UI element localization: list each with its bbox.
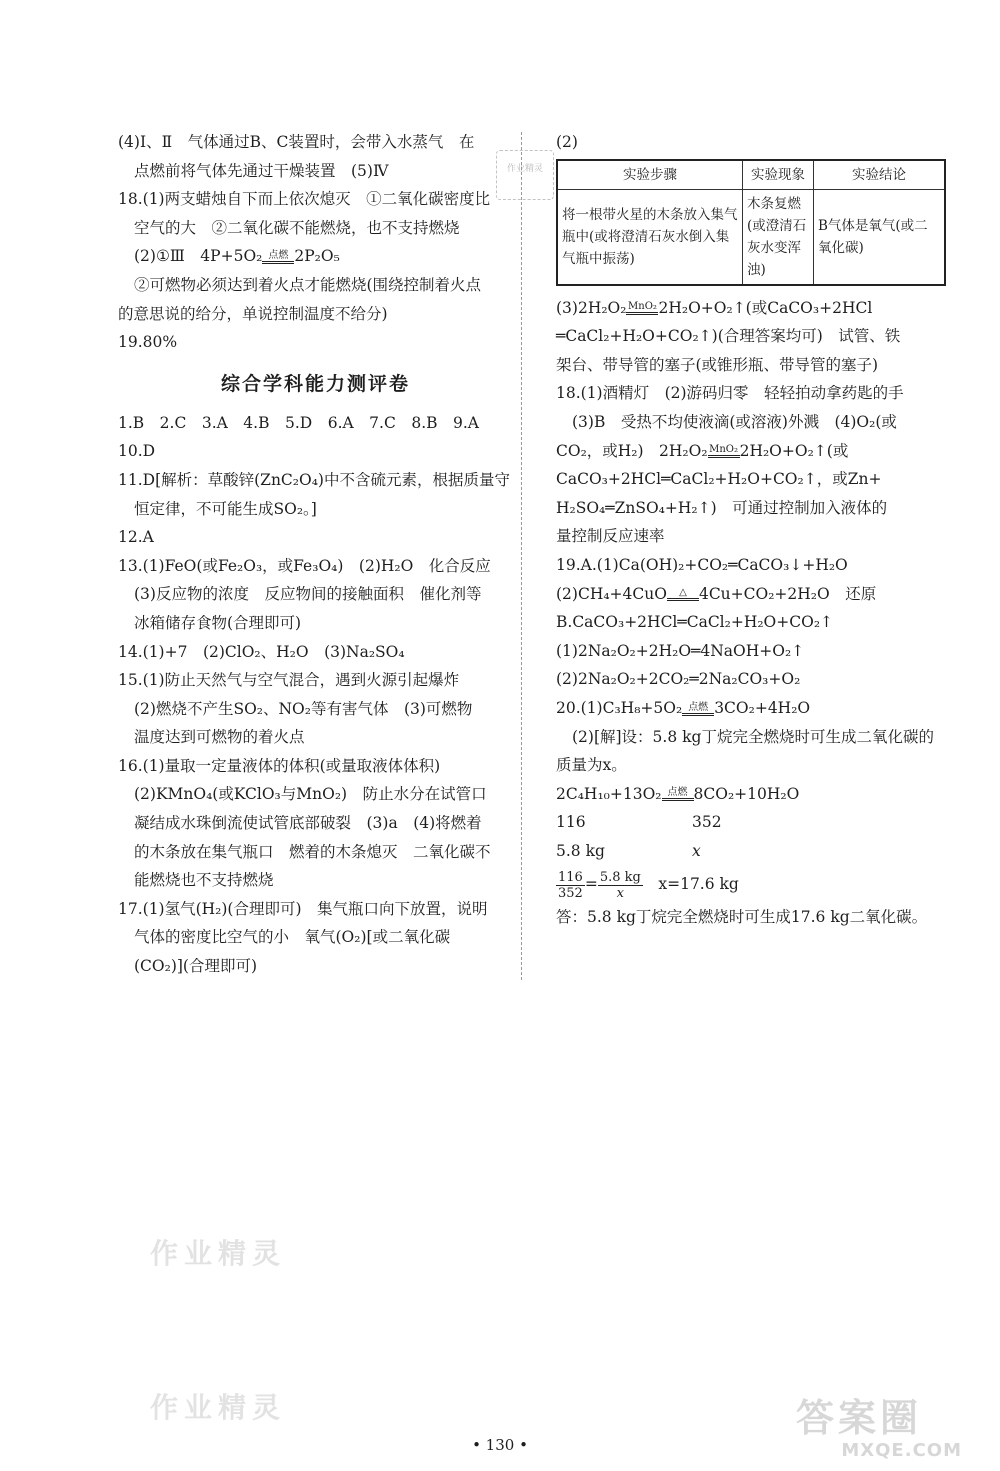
table-header: 实验步骤 xyxy=(557,160,743,190)
q18-line: 的意思说的给分，单说控制温度不给分) xyxy=(118,304,388,323)
q16-line: 凝结成水珠倒流使试管底部破裂 (3)a (4)将燃着 xyxy=(134,814,482,833)
q17-line: 点燃前将气体先通过干燥装置 (5)Ⅳ xyxy=(134,161,389,180)
stamp-text: 作业精灵 xyxy=(506,164,543,174)
q20-equation xyxy=(556,780,948,809)
q19-line: B.CaCO₃+2HCl═CaCl₂+H₂O+CO₂↑ xyxy=(556,613,834,632)
stamp-mark xyxy=(496,150,554,200)
p3-line: 架台、带导管的塞子(或锥形瓶、带导管的塞子) xyxy=(556,355,879,374)
proportion-row: $\frac{116}{352}$ = $\frac{5.8 kg}{x}$ x=17.6 kg xyxy=(558,869,739,901)
reaction-condition xyxy=(626,302,658,322)
q11-line: 11.D[解析：草酸锌(ZnC₂O₄)中不含硫元素，根据质量守 xyxy=(118,470,510,489)
q18-line: 18.(1)酒精灯 (2)游码归零 轻轻拍动拿药匙的手 xyxy=(556,384,904,403)
equation-left: (2)CH₄+4CuO xyxy=(556,584,667,603)
q20-equation xyxy=(556,694,948,723)
q18-line: H₂SO₄═ZnSO₄+H₂↑) 可通过控制加入液体的 xyxy=(556,498,888,517)
molar-mass-row xyxy=(556,808,948,837)
condition-text: MnO₂ xyxy=(709,444,739,456)
equation-left: 20.(1)C₃H₈+5O₂ xyxy=(556,698,683,717)
equation-left: 2C₄H₁₀+13O₂ xyxy=(556,784,662,803)
q19-equation xyxy=(556,580,948,609)
q13-line: 13.(1)FeO(或Fe₂O₃，或Fe₃O₄) (2)H₂O 化合反应 xyxy=(118,556,491,575)
final-answer: 答：5.8 kg丁烷完全燃烧时可生成17.6 kg二氧化碳。 xyxy=(556,908,928,927)
fraction-right xyxy=(598,870,643,901)
q18-line: ②可燃物必须达到着火点才能燃烧(围绕控制着火点 xyxy=(134,275,482,294)
column-divider xyxy=(521,132,522,980)
equation-right: 2P₂O₅ xyxy=(294,247,340,266)
q18-line: 18.(1)两支蜡烛自下而上依次熄灭 ①二氧化碳密度比 xyxy=(118,190,491,209)
fraction-numerator: 116 xyxy=(558,869,583,885)
q18-line: CaCO₃+2HCl═CaCl₂+H₂O+CO₂↑，或Zn+ xyxy=(556,470,882,489)
table-header: 实验现象 xyxy=(743,160,814,190)
q12-answer: 12.A xyxy=(118,528,154,547)
section-title: 综合学科能力测评卷 xyxy=(220,372,410,395)
fraction-denominator: 352 xyxy=(558,885,583,901)
experiment-table xyxy=(556,159,946,286)
equation-right: 3CO₂+4H₂O xyxy=(714,698,811,717)
q17-line: (4)Ⅰ、Ⅱ 气体通过B、C装置时，会带入水蒸气 在 xyxy=(118,133,475,151)
table-cell-step: 将一根带火星的木条放入集气瓶中(或将澄清石灰水倒入集气瓶中振荡) xyxy=(557,189,743,285)
page-number: • 130 • xyxy=(472,1436,528,1454)
q16-line: 16.(1)量取一定量液体的体积(或量取液体体积) xyxy=(118,756,441,775)
q13-line: 冰箱储存食物(合理即可) xyxy=(134,613,302,632)
answers-row: 10.D xyxy=(118,442,156,461)
reaction-condition xyxy=(682,703,714,723)
p3-line: ═CaCl₂+H₂O+CO₂↑)(合理答案均可) 试管、铁 xyxy=(556,327,901,346)
condition-text: MnO₂ xyxy=(628,301,657,313)
q16-line: (2)KMnO₄(或KClO₃与MnO₂) 防止水分在试管口 xyxy=(134,785,487,804)
q19-line: (2)2Na₂O₂+2CO₂═2Na₂CO₃+O₂ xyxy=(556,670,801,689)
reaction-condition xyxy=(662,788,694,808)
watermark: 作业精灵 xyxy=(150,1237,287,1270)
q18-equation xyxy=(556,437,948,466)
q16-line: 的木条放在集气瓶口 燃着的木条熄灭 二氧化碳不 xyxy=(134,842,491,861)
q18-equation xyxy=(118,242,513,271)
fraction-numerator: 5.8 kg xyxy=(599,869,641,885)
q15-line: 温度达到可燃物的着火点 xyxy=(134,728,305,747)
right-column xyxy=(556,128,948,932)
p3-equation xyxy=(556,294,948,323)
table-header-row xyxy=(557,160,945,190)
reaction-condition xyxy=(262,251,294,271)
mass-row xyxy=(556,837,948,866)
table-cell-phenomenon: 木条复燃(或澄清石灰水变浑浊) xyxy=(743,189,814,285)
equation-right: 2H₂O+O₂↑(或CaCO₃+2HCl xyxy=(658,298,873,317)
mass-co2: x xyxy=(692,841,701,860)
watermark: 作业精灵 xyxy=(150,1391,287,1424)
q19-line: 19.A.(1)Ca(OH)₂+CO₂═CaCO₃↓+H₂O xyxy=(556,555,848,574)
equation-left: CO₂，或H₂) 2H₂O₂ xyxy=(556,441,708,460)
q14-answer: 14.(1)+7 (2)ClO₂、H₂O (3)Na₂SO₄ xyxy=(118,642,405,661)
condition-text: 点燃 xyxy=(268,249,289,261)
q17-line: 气体的密度比空气的小 氧气(O₂)[或二氧化碳 xyxy=(134,928,451,947)
table-header: 实验结论 xyxy=(814,160,946,190)
fraction-denominator: x xyxy=(616,885,624,901)
q16-line: 能燃烧也不支持燃烧 xyxy=(134,871,274,890)
q17-line: 17.(1)氢气(H₂)(合理即可) 集气瓶口向下放置，说明 xyxy=(118,899,488,918)
condition-text: 点燃 xyxy=(688,701,709,713)
equation-left: (2)①Ⅲ 4P+5O₂ xyxy=(134,247,263,266)
q15-line: 15.(1)防止天然气与空气混合，遇到火源引起爆炸 xyxy=(118,671,460,690)
q13-line: (3)反应物的浓度 反应物间的接触面积 催化剂等 xyxy=(134,585,482,604)
molar-mass-co2: 352 xyxy=(692,813,722,832)
logo-text: 答案圈 xyxy=(796,1395,923,1440)
fraction-left xyxy=(556,870,585,901)
logo-url: MXQE.COM xyxy=(841,1440,962,1461)
q18-line: (3)B 受热不均使液滴(或溶液)外溅 (4)O₂(或 xyxy=(572,412,897,431)
answers-row: 1.B 2.C 3.A 4.B 5.D 6.A 7.C 8.B 9.A xyxy=(118,413,479,432)
reaction-condition xyxy=(708,445,740,465)
q17-line: (CO₂)](合理即可) xyxy=(134,957,258,976)
mass-butane: 5.8 kg xyxy=(556,841,605,860)
table-cell-conclusion: B气体是氧气(或二氧化碳) xyxy=(814,189,946,285)
p2-label: (2) xyxy=(556,133,578,151)
molar-mass-butane: 116 xyxy=(556,813,586,832)
q18-line: 空气的大 ②二氧化碳不能燃烧，也不支持燃烧 xyxy=(134,218,460,237)
condition-text: 点燃 xyxy=(667,787,688,799)
q11-line: 恒定律，不可能生成SO₂。] xyxy=(134,499,317,518)
table-row xyxy=(557,189,945,285)
q18-line: 量控制反应速率 xyxy=(556,527,665,546)
q20-line: 质量为x。 xyxy=(556,756,627,775)
left-column xyxy=(118,128,513,981)
equation-right: 8CO₂+10H₂O xyxy=(693,784,800,803)
q19-answer: 19.80% xyxy=(118,333,178,352)
reaction-condition xyxy=(667,588,699,608)
equation-right: 4Cu+CO₂+2H₂O 还原 xyxy=(698,584,877,603)
equation-right: 2H₂O+O₂↑(或 xyxy=(739,441,849,460)
q19-line: (1)2Na₂O₂+2H₂O═4NaOH+O₂↑ xyxy=(556,641,805,660)
result-value: x=17.6 kg xyxy=(658,875,739,894)
q20-line: (2)[解]设：5.8 kg丁烷完全燃烧时可生成二氧化碳的 xyxy=(572,727,934,746)
equation-left: (3)2H₂O₂ xyxy=(556,298,627,317)
condition-text: △ xyxy=(679,587,687,599)
q15-line: (2)燃烧不产生SO₂、NO₂等有害气体 (3)可燃物 xyxy=(134,699,473,718)
